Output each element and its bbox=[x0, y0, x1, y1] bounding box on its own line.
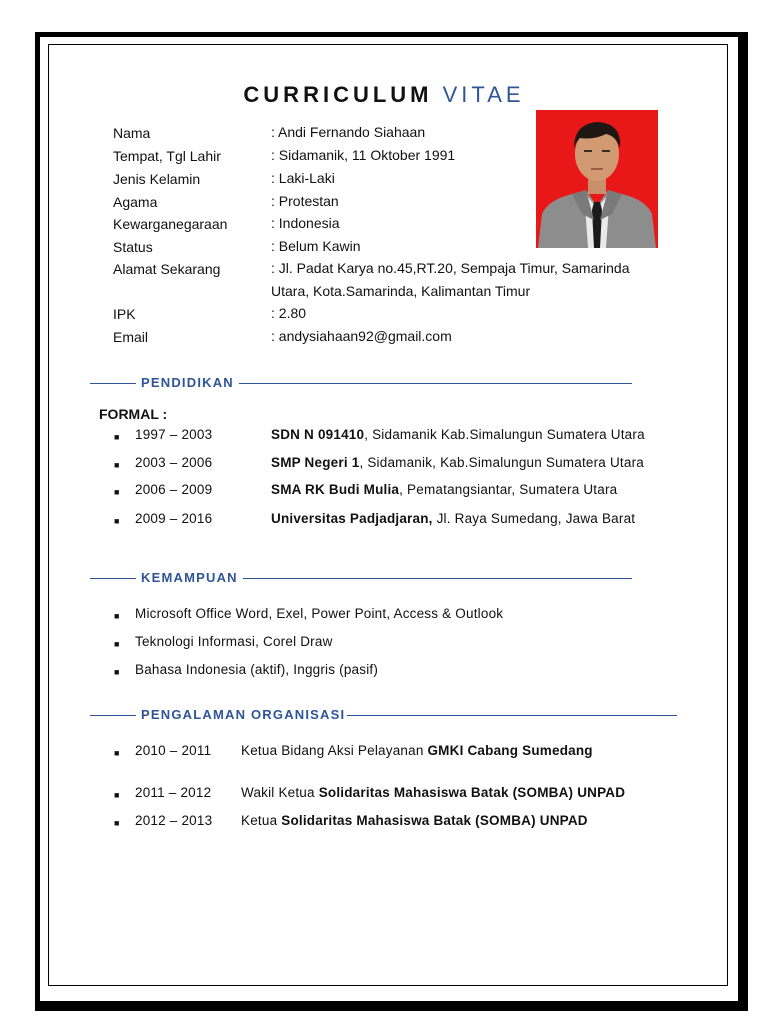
value-status: : Belum Kawin bbox=[271, 238, 361, 254]
edu-detail: , Sidamanik Kab.Simalungun Sumatera Utara bbox=[364, 427, 645, 442]
org-role: Ketua bbox=[241, 813, 282, 828]
org-name: GMKI Cabang Sumedang bbox=[427, 743, 593, 758]
title-part-1: CURRICULUM bbox=[243, 82, 433, 107]
edu-detail: Jl. Raya Sumedang, Jawa Barat bbox=[432, 511, 636, 526]
edu-detail: , Sidamanik, Kab.Simalungun Sumatera Utara bbox=[359, 455, 644, 470]
bullet-icon: ■ bbox=[114, 460, 120, 470]
bullet-icon: ■ bbox=[114, 748, 120, 758]
edu-years: 2006 – 2009 bbox=[135, 482, 213, 497]
edu-school: SMA RK Budi Mulia bbox=[271, 482, 400, 497]
value-kewarganegaraan: : Indonesia bbox=[271, 215, 340, 231]
org-years: 2011 – 2012 bbox=[135, 785, 212, 800]
org-entry bbox=[241, 784, 625, 802]
section-title-pendidikan: PENDIDIKAN bbox=[136, 375, 239, 390]
edu-school: SDN N 091410 bbox=[271, 427, 365, 442]
edu-entry bbox=[271, 481, 617, 499]
org-years: 2012 – 2013 bbox=[135, 813, 213, 828]
skill-item: Teknologi Informasi, Corel Draw bbox=[135, 634, 333, 649]
value-alamat: : Jl. Padat Karya no.45,RT.20, Sempaja Timur, Samarinda Utara, Kota.Samarinda, Kalimantan Timur bbox=[271, 260, 630, 299]
edu-detail: , Pematangsiantar, Sumatera Utara bbox=[399, 482, 618, 497]
edu-years: 1997 – 2003 bbox=[135, 427, 213, 442]
section-title-organisasi: PENGALAMAN ORGANISASI bbox=[136, 707, 347, 722]
label-ipk: IPK bbox=[113, 306, 136, 322]
value-ipk: : 2.80 bbox=[271, 305, 307, 321]
label-email: Email bbox=[113, 329, 149, 345]
section-title-kemampuan: KEMAMPUAN bbox=[136, 570, 243, 585]
title-part-2: VITAE bbox=[442, 82, 525, 107]
org-years: 2010 – 2011 bbox=[135, 743, 212, 758]
value-tempat-tgl-lahir: : Sidamanik, 11 Oktober 1991 bbox=[271, 147, 456, 163]
label-alamat: Alamat Sekarang bbox=[113, 261, 221, 277]
value-agama: : Protestan bbox=[271, 193, 339, 209]
edu-school: SMP Negeri 1 bbox=[271, 455, 360, 470]
org-entry bbox=[241, 742, 593, 760]
label-tempat-tgl-lahir: Tempat, Tgl Lahir bbox=[113, 148, 221, 164]
org-name: Solidaritas Mahasiswa Batak (SOMBA) UNPAD bbox=[318, 785, 626, 800]
org-role: Wakil Ketua bbox=[241, 785, 319, 800]
value-jenis-kelamin: : Laki-Laki bbox=[271, 170, 335, 186]
bullet-icon: ■ bbox=[114, 432, 120, 442]
bullet-icon: ■ bbox=[114, 516, 120, 526]
document-title bbox=[0, 82, 768, 108]
org-role: Ketua Bidang Aksi Pelayanan bbox=[241, 743, 428, 758]
value-email: : andysiahaan92@gmail.com bbox=[271, 328, 452, 344]
skill-item: Microsoft Office Word, Exel, Power Point, Access & Outlook bbox=[135, 606, 504, 621]
formal-label: FORMAL : bbox=[99, 406, 168, 422]
label-jenis-kelamin: Jenis Kelamin bbox=[113, 171, 201, 187]
bullet-icon: ■ bbox=[114, 818, 120, 828]
label-nama: Nama bbox=[113, 125, 151, 141]
value-nama: : Andi Fernando Siahaan bbox=[271, 124, 426, 140]
label-status: Status bbox=[113, 239, 153, 255]
org-entry bbox=[241, 812, 588, 830]
edu-entry bbox=[271, 510, 635, 528]
edu-entry bbox=[271, 426, 645, 444]
bullet-icon: ■ bbox=[114, 639, 120, 649]
label-kewarganegaraan: Kewarganegaraan bbox=[113, 216, 228, 232]
org-name: Solidaritas Mahasiswa Batak (SOMBA) UNPAD bbox=[281, 813, 588, 828]
bullet-icon: ■ bbox=[114, 667, 120, 677]
skill-item: Bahasa Indonesia (aktif), Inggris (pasif) bbox=[135, 662, 379, 677]
edu-years: 2003 – 2006 bbox=[135, 455, 213, 470]
bullet-icon: ■ bbox=[114, 790, 120, 800]
bullet-icon: ■ bbox=[114, 487, 120, 497]
bullet-icon: ■ bbox=[114, 611, 120, 621]
edu-school: Universitas Padjadjaran, bbox=[271, 511, 433, 526]
edu-years: 2009 – 2016 bbox=[135, 511, 213, 526]
edu-entry bbox=[271, 454, 644, 472]
label-agama: Agama bbox=[113, 194, 158, 210]
